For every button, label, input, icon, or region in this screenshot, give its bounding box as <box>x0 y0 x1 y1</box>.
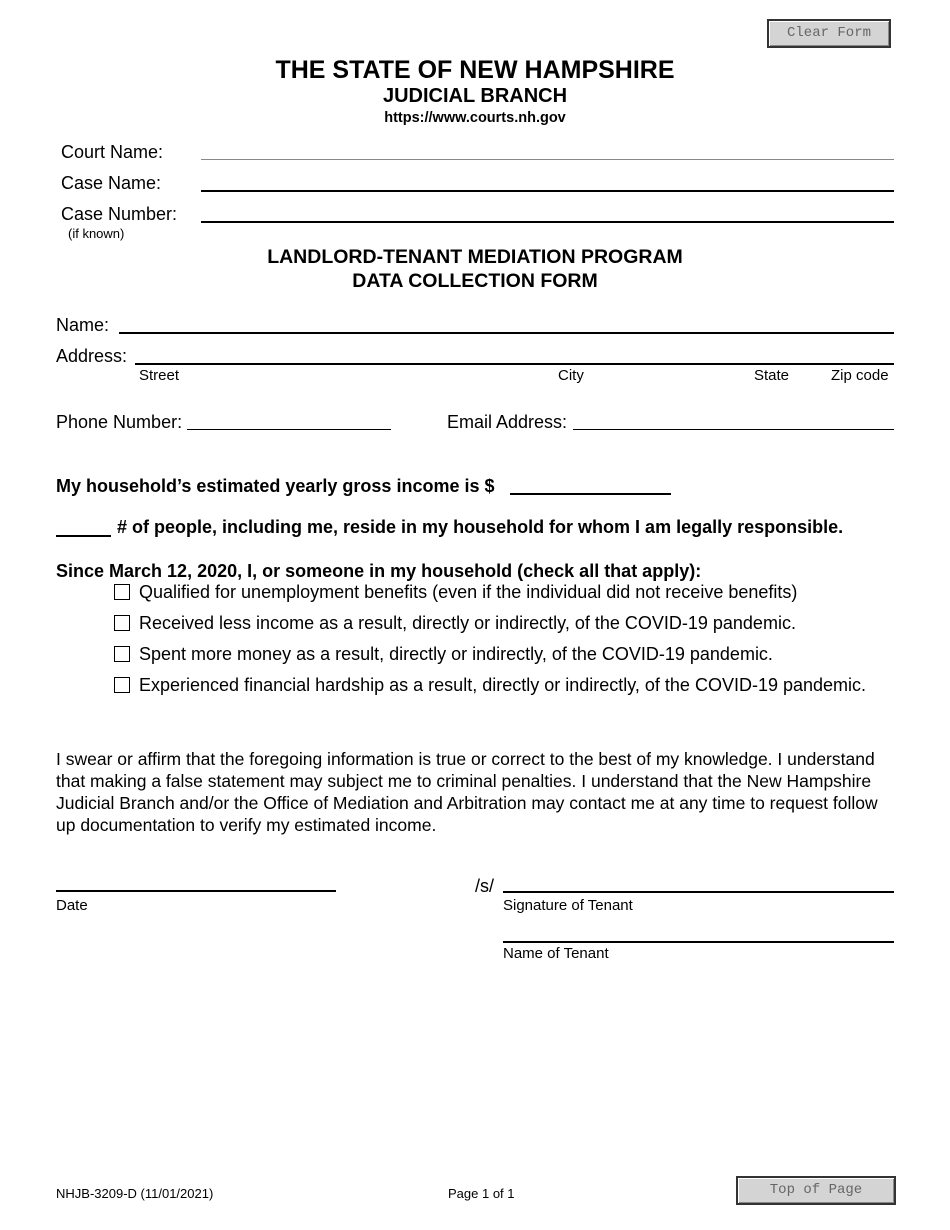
signature-caption: Signature of Tenant <box>503 897 633 914</box>
clear-form-button[interactable]: Clear Form <box>767 19 891 48</box>
name-label: Name: <box>56 315 110 335</box>
unemployment-checkbox[interactable] <box>114 584 130 600</box>
if-known-note: (if known) <box>68 226 125 241</box>
unemployment-label: Qualified for unemployment benefits (even if the individual did not receive benefits) <box>139 582 798 602</box>
court-name-label: Court Name: <box>61 142 164 162</box>
date-caption: Date <box>56 897 88 914</box>
case-number-field[interactable] <box>201 221 894 223</box>
page-number: Page 1 of 1 <box>448 1186 515 1201</box>
phone-field[interactable] <box>187 429 391 430</box>
branch-title: JUDICIAL BRANCH <box>382 85 568 107</box>
address-field[interactable] <box>135 363 894 365</box>
case-name-field[interactable] <box>201 190 894 192</box>
phone-label: Phone Number: <box>56 412 183 432</box>
spent-more-checkbox[interactable] <box>114 646 130 662</box>
state-title: THE STATE OF NEW HAMPSHIRE <box>275 56 675 84</box>
state-caption: State <box>754 367 790 384</box>
name-field[interactable] <box>119 332 894 334</box>
hardship-label: Experienced financial hardship as a result, directly or indirectly, of the COVID-19 pandemic. <box>139 675 867 695</box>
tenant-name-field[interactable] <box>503 941 894 943</box>
court-name-field[interactable] <box>201 159 894 160</box>
top-of-page-button[interactable]: Top of Page <box>736 1176 896 1205</box>
email-label: Email Address: <box>447 412 568 432</box>
form-title-line1: LANDLORD-TENANT MEDIATION PROGRAM <box>267 246 683 268</box>
income-field[interactable] <box>510 493 671 495</box>
case-name-label: Case Name: <box>61 173 162 193</box>
date-field[interactable] <box>56 890 336 892</box>
address-label: Address: <box>56 346 128 366</box>
hardship-checkbox[interactable] <box>114 677 130 693</box>
case-number-label: Case Number: <box>61 204 178 224</box>
spent-more-label: Spent more money as a result, directly or indirectly, of the COVID-19 pandemic. <box>139 644 773 664</box>
income-statement: My household’s estimated yearly gross income is $ <box>56 476 495 496</box>
household-count-field[interactable] <box>56 535 111 537</box>
household-statement: # of people, including me, reside in my household for whom I am legally responsible. <box>117 517 844 537</box>
email-field[interactable] <box>573 429 894 430</box>
signature-field[interactable] <box>503 891 894 893</box>
form-id: NHJB-3209-D (11/01/2021) <box>56 1186 214 1201</box>
less-income-checkbox[interactable] <box>114 615 130 631</box>
city-caption: City <box>558 367 584 384</box>
tenant-name-caption: Name of Tenant <box>503 945 609 962</box>
form-title-line2: DATA COLLECTION FORM <box>352 270 598 292</box>
affirmation-paragraph: I swear or affirm that the foregoing information is true or correct to the best of my knowledge. I understand that making a false statement may subject me to criminal penalties. I understand that the New Hampshire Judicial Branch and/or the Office of Mediation and Arbitration may contact me at any time to request follow up documentation to verify my estimated income. <box>56 749 878 835</box>
court-url: https://www.courts.nh.gov <box>384 110 566 126</box>
less-income-label: Received less income as a result, directly or indirectly, of the COVID-19 pandemic. <box>139 613 796 633</box>
zip-caption: Zip code <box>831 367 889 384</box>
since-heading: Since March 12, 2020, I, or someone in my household (check all that apply): <box>56 561 702 581</box>
street-caption: Street <box>139 367 180 384</box>
signature-s-mark: /s/ <box>475 876 495 896</box>
